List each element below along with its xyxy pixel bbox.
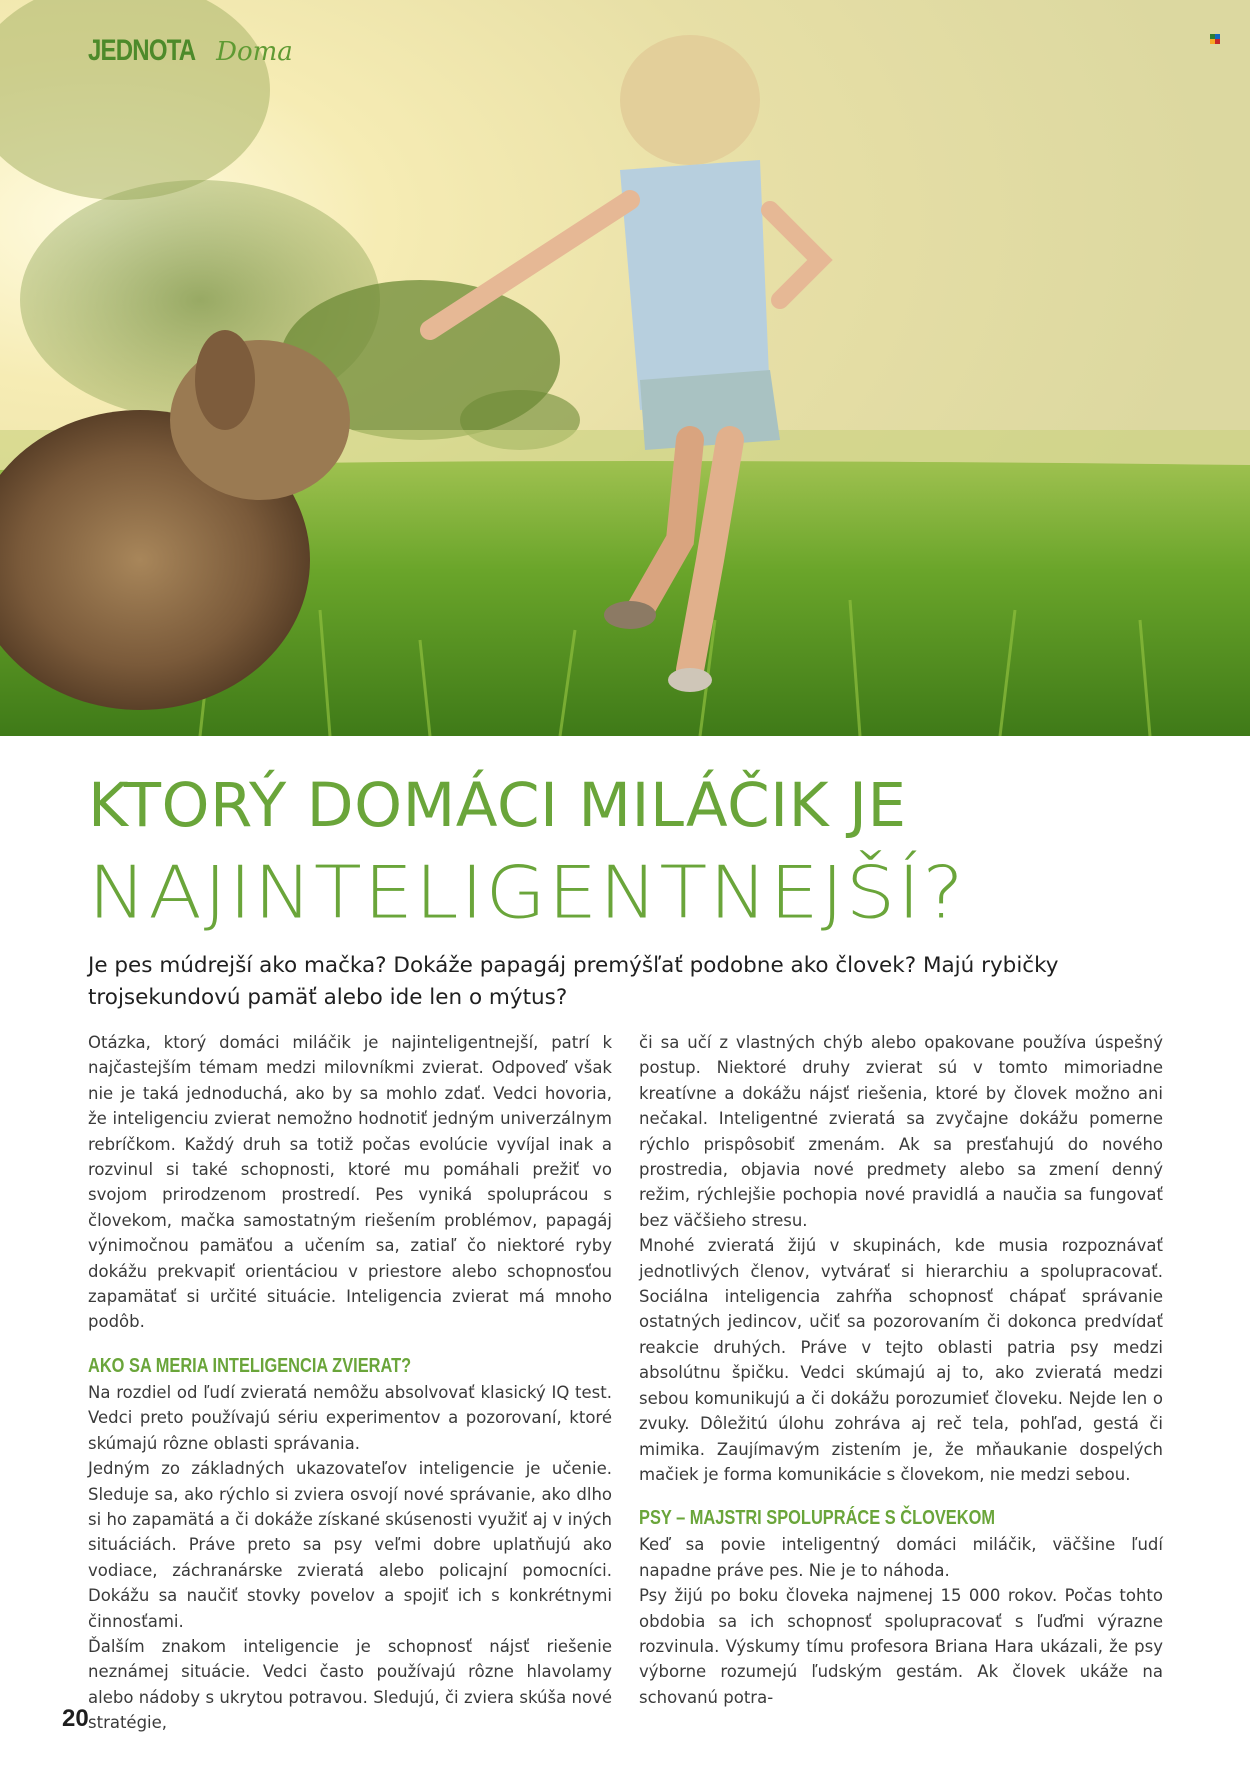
- paragraph: Psy žijú po boku človeka najmenej 15 000 rokov. Počas tohto obdobia sa ich schopnosť spolupracovať s ľuďmi výrazne rozvinula. Výskumy tímu profesora Briana Hara ukázali, že psy výborne rozumejú ľudským gestám. Ak človek ukáže na schovanú potra-: [639, 1586, 1163, 1707]
- left-column: [88, 1030, 612, 1736]
- brand-section: Doma: [216, 37, 293, 67]
- article-title-line2: NAJINTELIGENTNEJŠÍ?: [88, 852, 966, 935]
- article-title-line1: KTORÝ DOMÁCI MILÁČIK JE: [88, 770, 907, 841]
- paragraph: Jedným zo základných ukazovateľov inteligencie je učenie. Sleduje sa, ako rýchlo si zviera osvojí nové správanie, ako dlho si ho zapamätá a či dokáže získané skúsenosti využiť aj v iných situáciách. Práve preto sa psy veľmi dobre uplatňujú ako vodiace, záchranárske zvieratá alebo policajní pomocníci. Dokážu sa naučiť stovky povelov a spojiť ich s konkrétnymi činnosťami.: [88, 1459, 612, 1631]
- intro-paragraph: Otázka, ktorý domáci miláčik je najinteligentnejší, patrí k najčastejším témam medzi milovníkmi zvierat. Odpoveď však nie je taká jednoduchá, ako by sa mohlo zdať. Vedci hovoria, že inteligenciu zvierat nemožno hodnotiť jedným univerzálnym rebríčkom. Každý druh sa totiž počas evolúcie vyvíjal inak a rozvinul si také schopnosti, ktoré mu pomáhali prežiť vo svojom prirodzenom prostredí. Pes vyniká spoluprácou s človekom, mačka samostatným riešením problémov, papagáj výnimočnou pamäťou a učením sa, zatiaľ čo niektoré ryby dokážu prekvapiť orientáciou v priestore alebo schopnosťou zapamätať si určité situácie. Inteligencia zvierat má mnoho podôb.: [88, 1033, 612, 1332]
- paragraph: Na rozdiel od ľudí zvieratá nemôžu absolvovať klasický IQ test. Vedci preto používajú sériu experimentov a pozorovaní, ktoré skúmajú rôzne oblasti správania.: [88, 1382, 612, 1453]
- brand-name: JEDNOTA: [88, 34, 196, 67]
- paragraph: Mnohé zvieratá žijú v skupinách, kde musia rozpoznávať jednotlivých členov, vytvárať si hierarchiu a spolupracovať. Sociálna inteligencia zahŕňa schopnosť chápať správanie ostatných jedincov, učiť sa pozorovaním či dokonca predvídať reakcie druhých. Práve v tejto oblasti patria psy medzi absolútnu špičku. Vedci skúmajú aj to, ako zvieratá medzi sebou komunikujú a či dokážu porozumieť človeku. Nejde len o zvuky. Dôležitú úlohu zohráva aj reč tela, pohľad, gestá či mimika. Zaujímavým zistením je, že mňaukanie dospelých mačiek je forma komunikácie s človekom, nie medzi sebou.: [639, 1236, 1163, 1484]
- article-lead: Je pes múdrejší ako mačka? Dokáže papagáj premýšľať podobne ako človek? Majú rybičky trojsekundovú pamäť alebo ide len o mýtus?: [88, 953, 1059, 1010]
- page-number: 20: [62, 1705, 89, 1732]
- paragraph: Keď sa povie inteligentný domáci miláčik, väčšine ľudí napadne práve pes. Nie je to náhoda.: [639, 1535, 1163, 1580]
- hero-illustration: [0, 0, 1250, 736]
- right-column: [639, 1030, 1163, 1710]
- hero-photo: [0, 0, 1250, 736]
- brand-logo: [88, 34, 293, 68]
- section-heading-dogs: PSY – MAJSTRI SPOLUPRÁCE S ČLOVEKOM: [639, 1507, 996, 1530]
- registration-mark-icon: [1210, 34, 1220, 44]
- paragraph: Ďalším znakom inteligencie je schopnosť nájsť riešenie neznámej situácie. Vedci často používajú rôzne hlavolamy alebo nádoby s ukrytou potravou. Sledujú, či zviera skúša nové stratégie,: [88, 1636, 612, 1733]
- paragraph: či sa učí z vlastných chýb alebo opakovane používa úspešný postup. Niektoré druhy zvierat sú v tomto mimoriadne kreatívne a dokážu nájsť riešenia, ktoré by človek možno ani nečakal. Inteligentné zvieratá sa zvyčajne dokážu pomerne rýchlo prispôsobiť zmenám. Ak sa presťahujú do nového prostredia, objavia nové predmety alebo sa zmení denný režim, rýchlejšie pochopia nové pravidlá a naučia sa fungovať bez väčšieho stresu.: [639, 1033, 1163, 1230]
- section-heading-measuring: AKO SA MERIA INTELIGENCIA ZVIERAT?: [88, 1354, 412, 1377]
